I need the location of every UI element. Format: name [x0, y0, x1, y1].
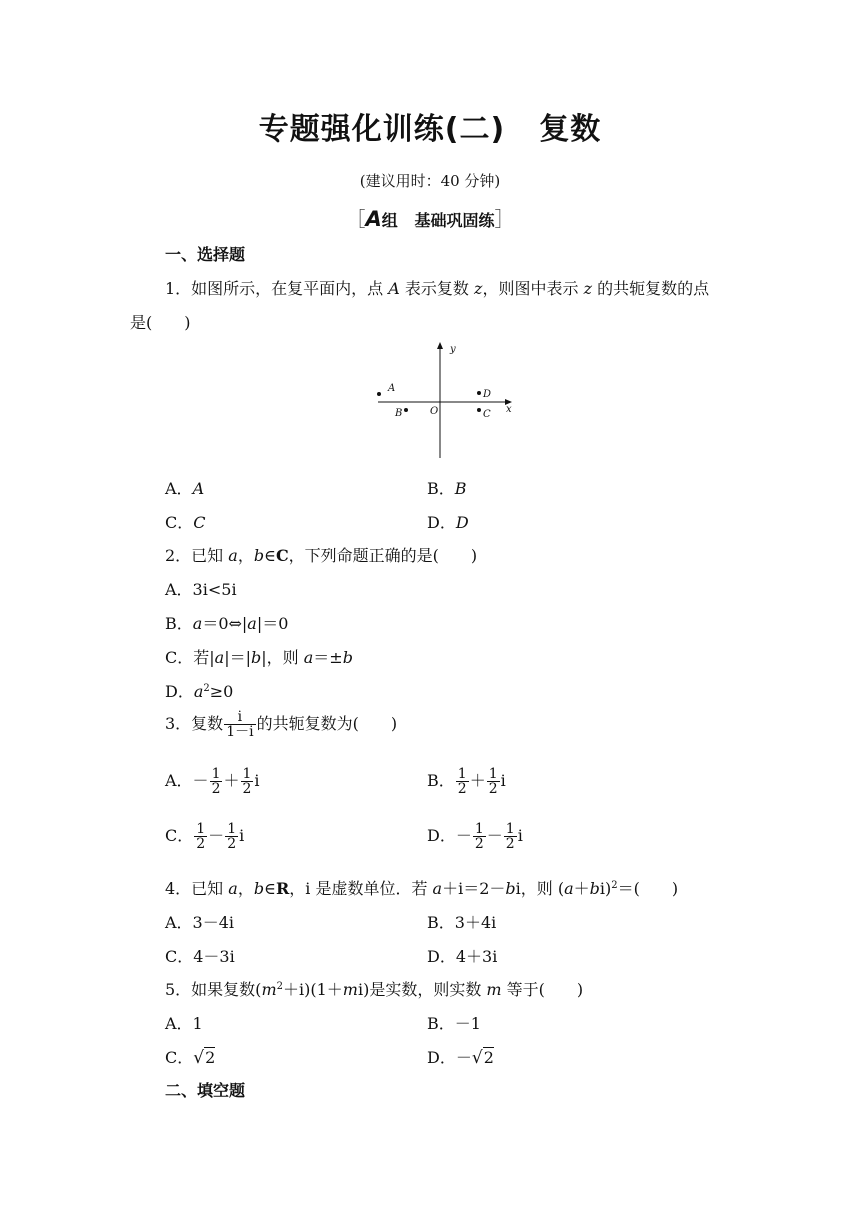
q3-option-a: A．－ $\frac{1}{2}$ ＋ $\frac{1}{2}$ i: [165, 766, 260, 797]
fraction: $\frac{i}{1-i}$: [226, 709, 254, 740]
question-1-line-1: 1．如图所示，在复平面内，点 A 表示复数 z，则图中表示 z 的共轭复数的点: [165, 279, 710, 298]
page-title: [0, 104, 860, 148]
q3-option-b: B． $\frac{1}{2}$ ＋ $\frac{1}{2}$ i: [427, 766, 506, 797]
group-heading: [0, 203, 860, 232]
q5-option-a: A．1: [165, 1014, 203, 1033]
q4-option-c: C．4－3i: [165, 947, 235, 966]
question-3-stem: 3．复数 $\frac{i}{1-i}$ 的共轭复数为( ): [165, 709, 398, 740]
point-a: [377, 392, 381, 396]
left-bracket-icon: ［: [345, 207, 366, 231]
q2-option-c: C．若|a|＝|b|，则 a＝±b: [165, 648, 353, 667]
point-d-label: D: [483, 389, 492, 400]
point-d: [477, 391, 481, 395]
y-axis-arrow-icon: [437, 342, 443, 349]
y-axis-label: y: [450, 344, 456, 355]
q1-option-c: C．C: [165, 513, 206, 532]
q5-option-c: C．√2: [165, 1048, 216, 1068]
question-5-stem: 5．如果复数$(m^2+i)(1+mi)$是实数，则实数 m 等于( ): [165, 980, 584, 999]
group-label: 组: [381, 211, 398, 230]
q3-option-d: D．－ $\frac{1}{2}$ － $\frac{1}{2}$ i: [427, 821, 523, 852]
suggested-time: (建议用时：40 分钟): [359, 172, 501, 190]
section-heading-fill: 二、填空题: [165, 1081, 246, 1100]
q1-option-b: B．B: [427, 479, 467, 498]
title-main: 专题强化训练(二): [258, 112, 506, 147]
q2-option-a: A．3i<5i: [165, 580, 237, 599]
origin-label: O: [430, 406, 439, 417]
q4-option-a: A．3－4i: [165, 913, 235, 932]
question-1-line-2: 是( ): [130, 313, 191, 332]
q1-option-d: D．D: [427, 513, 469, 532]
q3-option-c: C． $\frac{1}{2}$ － $\frac{1}{2}$ i: [165, 821, 245, 852]
point-b-label: B: [395, 408, 403, 419]
section-heading-choice: 一、选择题: [165, 245, 246, 264]
sqrt-icon: √: [193, 1048, 205, 1068]
point-c: [477, 408, 481, 412]
question-4-stem: 4．已知 a，b∈R，i 是虚数单位．若 a＋i＝2－bi，则 $(a+bi)^2=$( ): [165, 879, 679, 898]
x-axis-label: x: [506, 404, 512, 415]
complex-plane-figure: [370, 340, 520, 462]
point-a-label: A: [388, 383, 396, 394]
q4-option-b: B．3＋4i: [427, 913, 497, 932]
right-bracket-icon: ］: [494, 207, 515, 231]
q4-option-d: D．4＋3i: [427, 947, 498, 966]
group-name: 基础巩固练: [414, 211, 495, 230]
q5-option-b: B．－1: [427, 1014, 481, 1033]
group-letter: A: [365, 207, 382, 231]
point-b: [404, 408, 408, 412]
point-c-label: C: [483, 409, 491, 420]
q1-option-a: A．A: [165, 479, 205, 498]
question-2-stem: 2．已知 a，b∈C，下列命题正确的是( ): [165, 546, 478, 565]
q2-option-d: D．$a^2\ge 0$: [165, 682, 234, 701]
title-topic: 复数: [539, 112, 602, 147]
sqrt-icon: √: [471, 1048, 483, 1068]
q2-option-b: B．a＝0⇔|a|＝0: [165, 614, 289, 633]
q5-option-d: D．－√2: [427, 1048, 494, 1068]
